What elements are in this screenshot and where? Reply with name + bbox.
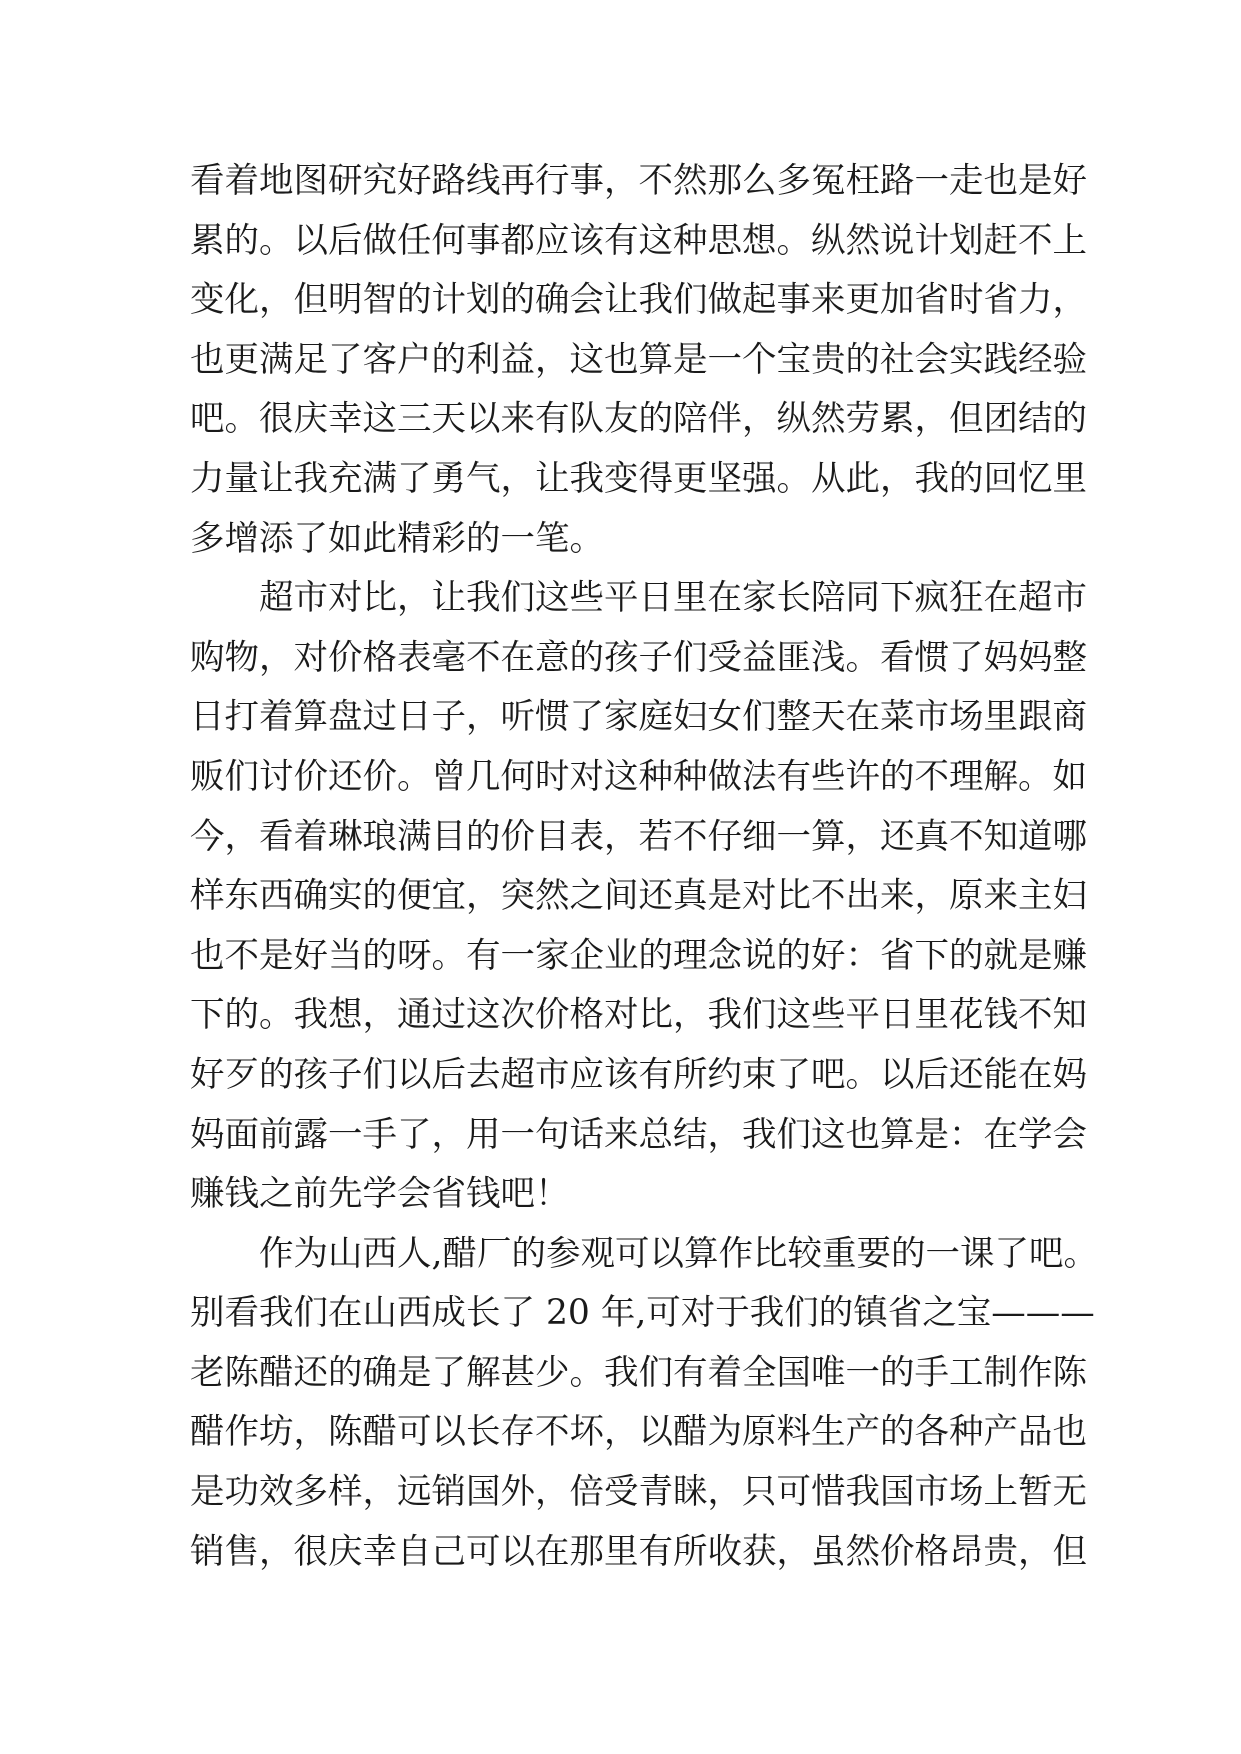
paragraph-1-line-7: 多增添了如此精彩的一笔。 bbox=[190, 518, 604, 559]
paragraph-1-line-5: 吧。很庆幸这三天以来有队友的陪伴，纵然劳累，但团结的 bbox=[190, 399, 1087, 440]
document-body bbox=[190, 152, 1098, 1582]
paragraph-3-line-2: 别看我们在山西成长了 20 年,可对于我们的镇省之宝——— bbox=[190, 1293, 1095, 1334]
paragraph-3-line-4: 醋作坊，陈醋可以长存不坏，以醋为原料生产的各种产品也 bbox=[190, 1412, 1087, 1453]
paragraph-3-line-5: 是功效多样，远销国外，倍受青睐，只可惜我国市场上暂无 bbox=[190, 1472, 1087, 1513]
paragraph-2-line-8: 下的。我想，通过这次价格对比，我们这些平日里花钱不知 bbox=[190, 995, 1087, 1036]
paragraph-2-line-1: 超市对比，让我们这些平日里在家长陪同下疯狂在超市 bbox=[259, 578, 1087, 619]
paragraph-3-line-6: 销售，很庆幸自己可以在那里有所收获，虽然价格昂贵，但 bbox=[190, 1531, 1087, 1572]
paragraph-2-line-7: 也不是好当的呀。有一家企业的理念说的好：省下的就是赚 bbox=[190, 935, 1087, 976]
paragraph-1-line-1: 看着地图研究好路线再行事，不然那么多冤枉路一走也是好 bbox=[190, 161, 1087, 201]
paragraph-1-line-3: 变化，但明智的计划的确会让我们做起事来更加省时省力， bbox=[190, 280, 1087, 321]
paragraph-2-line-6: 样东西确实的便宜，突然之间还真是对比不出来，原来主妇 bbox=[190, 876, 1087, 917]
paragraph-2-line-10: 妈面前露一手了，用一句话来总结，我们这也算是：在学会 bbox=[190, 1114, 1087, 1155]
paragraph-2-line-2: 购物，对价格表毫不在意的孩子们受益匪浅。看惯了妈妈整 bbox=[190, 637, 1087, 678]
paragraph-1-line-2: 累的。以后做任何事都应该有这种思想。纵然说计划赶不上 bbox=[190, 220, 1087, 261]
paragraph-3-line-1: 作为山西人,醋厂的参观可以算作比较重要的一课了吧。 bbox=[259, 1233, 1098, 1274]
paragraph-3-line-3: 老陈醋还的确是了解甚少。我们有着全国唯一的手工制作陈 bbox=[190, 1352, 1087, 1393]
paragraph-2-line-5: 今，看着琳琅满目的价目表，若不仔细一算，还真不知道哪 bbox=[190, 816, 1087, 857]
paragraph-2-line-4: 贩们讨价还价。曾几何时对这种种做法有些许的不理解。如 bbox=[190, 756, 1087, 797]
paragraph-1-line-6: 力量让我充满了勇气，让我变得更坚强。从此，我的回忆里 bbox=[190, 458, 1087, 499]
paragraph-2-line-3: 日打着算盘过日子，听惯了家庭妇女们整天在菜市场里跟商 bbox=[190, 697, 1087, 738]
paragraph-2-line-9: 好歹的孩子们以后去超市应该有所约束了吧。以后还能在妈 bbox=[190, 1054, 1087, 1095]
paragraph-1-line-4: 也更满足了客户的利益，这也算是一个宝贵的社会实践经验 bbox=[190, 339, 1087, 380]
paragraph-2-line-11: 赚钱之前先学会省钱吧！ bbox=[190, 1174, 570, 1215]
